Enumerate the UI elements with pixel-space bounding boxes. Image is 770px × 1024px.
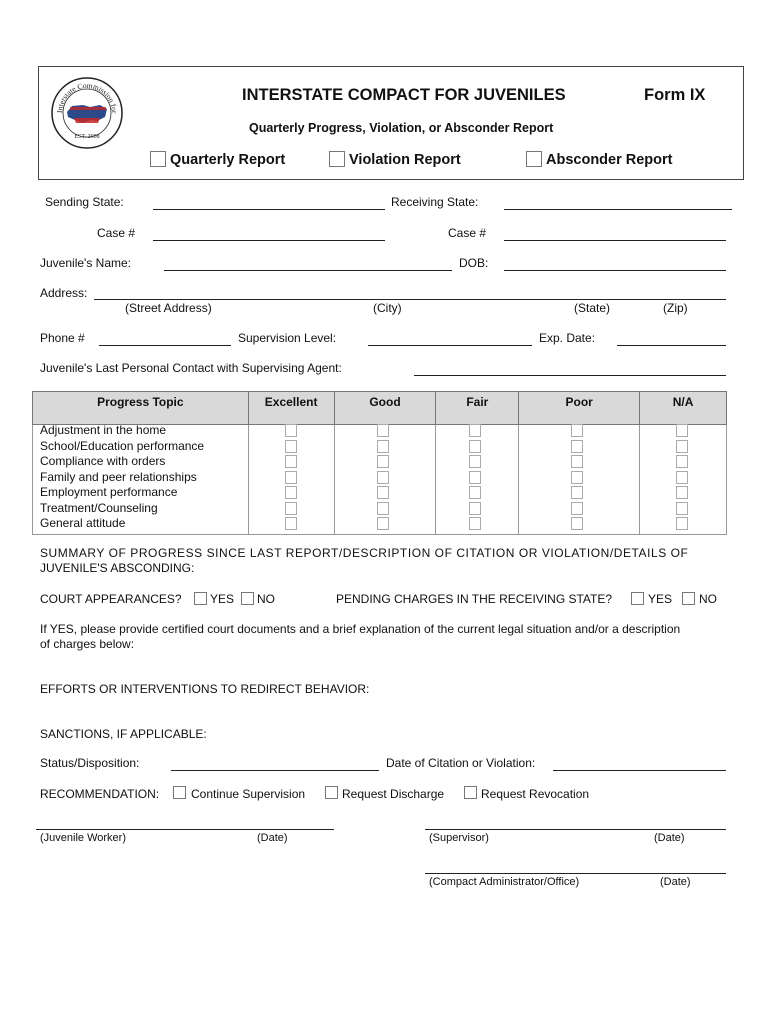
violation-report-checkbox[interactable] [329, 151, 345, 167]
phone-field[interactable] [99, 345, 231, 346]
compact-admin-signature-line[interactable] [425, 873, 726, 874]
court-yes-label: YES [210, 592, 235, 606]
form-id: Form IX [644, 86, 706, 104]
date-citation-field[interactable] [553, 770, 726, 771]
court-yes-checkbox[interactable] [194, 592, 207, 605]
supervisor-caption: (Supervisor) [429, 832, 489, 844]
rating-checkbox-excellent[interactable] [285, 486, 297, 499]
rating-checkbox-fair[interactable] [469, 455, 481, 468]
commission-seal-logo [50, 76, 124, 150]
rating-checkbox-na[interactable] [676, 517, 688, 530]
svg-text:Interstate Commission for Juve: Interstate Commission for [54, 80, 120, 114]
header-progress-topic: Progress Topic [33, 392, 249, 425]
pending-yes-checkbox[interactable] [631, 592, 644, 605]
last-contact-field[interactable] [414, 375, 726, 376]
quarterly-report-label: Quarterly Report [170, 152, 286, 168]
sending-state-field[interactable] [153, 209, 385, 210]
exp-date-label: Exp. Date: [539, 331, 596, 345]
rating-checkbox-poor[interactable] [571, 471, 583, 484]
date-caption-3: (Date) [660, 876, 691, 888]
topic-item: Compliance with orders [40, 454, 166, 468]
rating-checkbox-good[interactable] [377, 471, 389, 484]
dob-label: DOB: [459, 256, 489, 270]
phone-label: Phone # [40, 331, 85, 345]
header-good: Good [334, 392, 436, 425]
continue-supervision-label: Continue Supervision [191, 787, 306, 801]
date-caption-2: (Date) [654, 832, 685, 844]
header-fair: Fair [436, 392, 519, 425]
rating-checkbox-excellent[interactable] [285, 440, 297, 453]
rating-checkbox-fair[interactable] [469, 440, 481, 453]
summary-line-2: JUVENILE'S ABSCONDING: [40, 561, 195, 575]
status-disposition-label: Status/Disposition: [40, 756, 140, 770]
rating-checkbox-na[interactable] [676, 471, 688, 484]
rating-checkbox-na[interactable] [676, 455, 688, 468]
receiving-state-label: Receiving State: [391, 195, 479, 209]
request-revocation-checkbox[interactable] [464, 786, 477, 799]
rating-checkbox-excellent[interactable] [285, 502, 297, 515]
pending-no-checkbox[interactable] [682, 592, 695, 605]
city-caption: (City) [373, 301, 402, 315]
if-yes-line-2: of charges below: [40, 637, 135, 651]
street-address-caption: (Street Address) [125, 301, 212, 315]
court-no-checkbox[interactable] [241, 592, 254, 605]
recommendation-label: RECOMMENDATION: [40, 787, 160, 801]
pending-no-label: NO [699, 592, 717, 606]
efforts-label: EFFORTS OR INTERVENTIONS TO REDIRECT BEHAVIOR: [40, 682, 370, 696]
case-number-field-left[interactable] [153, 240, 385, 241]
juvenile-worker-signature-line[interactable] [36, 829, 334, 830]
juvenile-name-field[interactable] [164, 270, 452, 271]
rating-checkbox-good[interactable] [377, 455, 389, 468]
address-label: Address: [40, 286, 88, 300]
compact-admin-caption: (Compact Administrator/Office) [429, 876, 580, 888]
last-contact-label: Juvenile's Last Personal Contact with Supervising Agent: [40, 361, 342, 375]
rating-checkbox-poor[interactable] [571, 455, 583, 468]
case-number-label-right: Case # [448, 226, 487, 240]
quarterly-report-checkbox[interactable] [150, 151, 166, 167]
request-revocation-label: Request Revocation [481, 787, 590, 801]
pending-charges-label: PENDING CHARGES IN THE RECEIVING STATE? [336, 592, 613, 606]
header-na: N/A [640, 392, 727, 425]
case-number-label-left: Case # [97, 226, 136, 240]
request-discharge-checkbox[interactable] [325, 786, 338, 799]
court-no-label: NO [257, 592, 275, 606]
continue-supervision-checkbox[interactable] [173, 786, 186, 799]
svg-text:EST. 2008: EST. 2008 [74, 134, 100, 140]
supervision-level-label: Supervision Level: [238, 331, 337, 345]
rating-checkbox-good[interactable] [377, 517, 389, 530]
rating-checkbox-na[interactable] [676, 424, 688, 437]
rating-checkbox-poor[interactable] [571, 440, 583, 453]
header-poor: Poor [519, 392, 640, 425]
topic-item: Adjustment in the home [40, 423, 167, 437]
rating-checkbox-poor[interactable] [571, 424, 583, 437]
rating-checkbox-good[interactable] [377, 440, 389, 453]
header-excellent: Excellent [248, 392, 334, 425]
rating-checkbox-excellent[interactable] [285, 455, 297, 468]
if-yes-line-1: If YES, please provide certified court documents and a brief explanation of the current legal situation and/or a description [40, 622, 681, 636]
status-disposition-field[interactable] [171, 770, 379, 771]
rating-checkbox-na[interactable] [676, 502, 688, 515]
rating-checkbox-excellent[interactable] [285, 517, 297, 530]
request-discharge-label: Request Discharge [342, 787, 445, 801]
form-title: INTERSTATE COMPACT FOR JUVENILES [242, 86, 566, 104]
rating-checkbox-fair[interactable] [469, 486, 481, 499]
zip-caption: (Zip) [663, 301, 688, 315]
absconder-report-checkbox[interactable] [526, 151, 542, 167]
dob-field[interactable] [504, 270, 726, 271]
absconder-report-label: Absconder Report [546, 152, 673, 168]
rating-checkbox-poor[interactable] [571, 486, 583, 499]
topic-item: School/Education performance [40, 438, 205, 453]
pending-yes-label: YES [648, 592, 673, 606]
sending-state-label: Sending State: [45, 195, 124, 209]
state-caption: (State) [574, 301, 611, 315]
rating-checkbox-fair[interactable] [469, 424, 481, 437]
juvenile-name-label: Juvenile's Name: [40, 256, 131, 270]
rating-checkbox-good[interactable] [377, 502, 389, 515]
summary-line-1: SUMMARY OF PROGRESS SINCE LAST REPORT/DESCRIPTION OF CITATION OR VIOLATION/DETAILS OF [40, 546, 689, 560]
rating-checkbox-fair[interactable] [469, 502, 481, 515]
case-number-field-right[interactable] [504, 240, 726, 241]
address-field[interactable] [94, 299, 726, 300]
date-caption-1: (Date) [257, 832, 288, 844]
court-appearances-label: COURT APPEARANCES? [40, 592, 182, 606]
violation-report-label: Violation Report [349, 152, 461, 168]
rating-checkbox-good[interactable] [377, 486, 389, 499]
receiving-state-field[interactable] [504, 209, 732, 210]
progress-topics-list [40, 423, 204, 532]
rating-checkbox-excellent[interactable] [285, 424, 297, 437]
topic-item: Treatment/Counseling [40, 500, 158, 515]
sanctions-label: SANCTIONS, IF APPLICABLE: [40, 727, 207, 741]
topic-item: Employment performance [40, 485, 178, 499]
topic-item: General attitude [40, 516, 126, 530]
rating-checkbox-na[interactable] [676, 486, 688, 499]
rating-checkbox-fair[interactable] [469, 471, 481, 484]
topic-item: Family and peer relationships [40, 469, 197, 484]
juvenile-worker-caption: (Juvenile Worker) [40, 832, 126, 844]
rating-checkbox-na[interactable] [676, 440, 688, 453]
exp-date-field[interactable] [617, 345, 726, 346]
date-citation-label: Date of Citation or Violation: [386, 756, 536, 770]
rating-checkbox-fair[interactable] [469, 517, 481, 530]
rating-checkbox-poor[interactable] [571, 517, 583, 530]
supervisor-signature-line[interactable] [425, 829, 726, 830]
rating-checkbox-good[interactable] [377, 424, 389, 437]
rating-checkbox-excellent[interactable] [285, 471, 297, 484]
form-subtitle: Quarterly Progress, Violation, or Absconder Report [249, 121, 554, 135]
rating-checkbox-poor[interactable] [571, 502, 583, 515]
supervision-level-field[interactable] [368, 345, 532, 346]
